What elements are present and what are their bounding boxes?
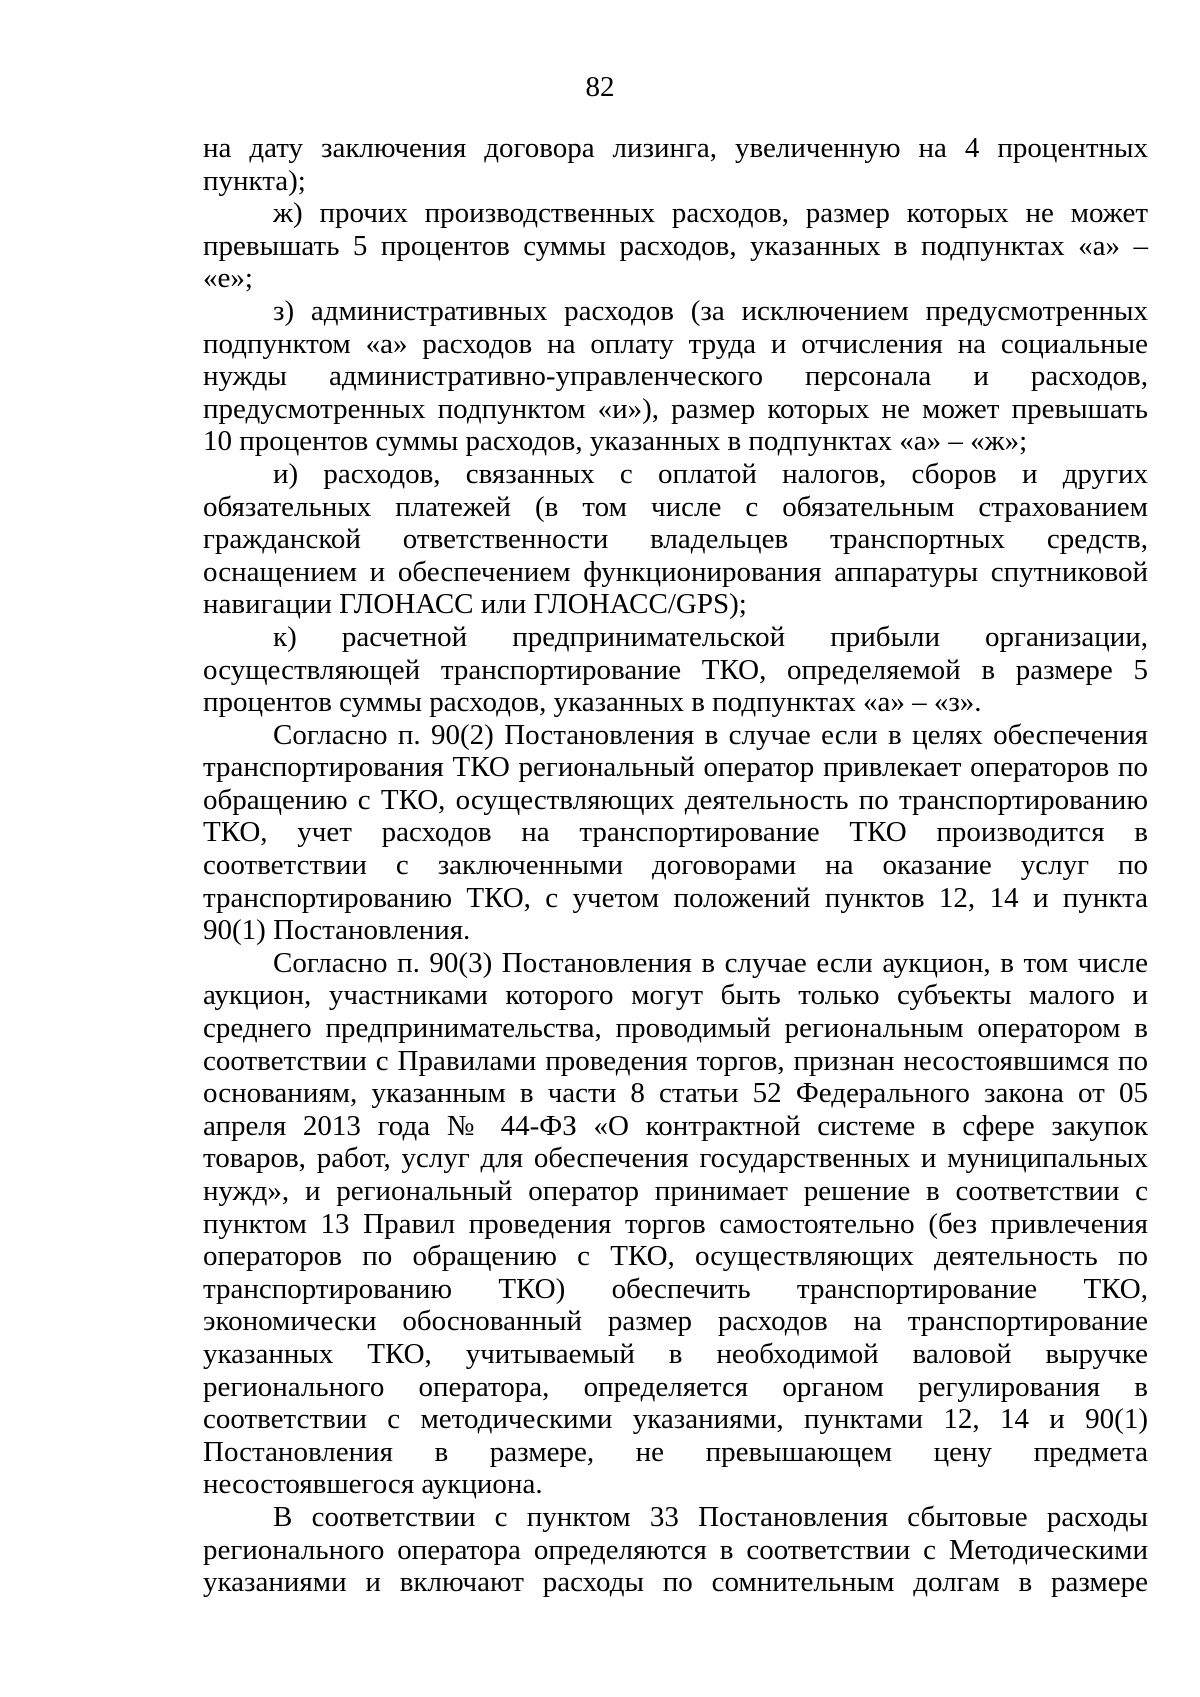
paragraph-clause-90-3: Согласно п. 90(3) Постановления в случае если аукцион, в том числе аукцион, участниками которого могут быть только субъекты малого и среднего предпринимательства, проводимый региональным оператором в соответствии с Правилами проведения торгов, признан несостоявшимся по основаниям, указанным в части 8 статьи 52 Федерального закона от 05 апреля 2013 года № 44-ФЗ «О контрактной системе в сфере закупок товаров, работ, услуг для обеспечения государственных и муниципальных нужд», и региональный оператор принимает решение в соответствии с пунктом 13 Правил проведения торгов самостоятельно (без привлечения операторов по обращению с ТКО, осуществляющих деятельность по транспортированию ТКО) обеспечить транспортирование ТКО, экономически обоснованный размер расходов на транспортирование указанных ТКО, учитываемый в необходимой валовой выручке регионального оператора, определяется органом регулирования в соответствии с методическими указаниями, пунктами 12, 14 и 90(1) Постановления в размере, не превышающем цену предмета несостоявшегося аукциона. [203,946,1148,1501]
paragraph-clause-33: В соответствии с пунктом 33 Постановления сбытовые расходы регионального оператора определяются в соответствии с Методическими указаниями и включают расходы по сомнительным долгам в размере [203,1500,1148,1599]
paragraph-continuation: на дату заключения договора лизинга, увеличенную на 4 процентных пункта); [203,132,1148,197]
document-body [203,132,1148,1599]
paragraph-item-i: и) расходов, связанных с оплатой налогов, сборов и других обязательных платежей (в том числе с обязательным страхованием гражданской ответственности владельцев транспортных средств, оснащением и обеспечением функционирования аппаратуры спутниковой навигации ГЛОНАСС или ГЛОНАСС/GPS); [203,457,1148,621]
page-number: 82 [585,71,615,103]
paragraph-item-z: з) административных расходов (за исключением предусмотренных подпунктом «а» расходов на оплату труда и отчисления на социальные нужды административно-управленческого персонала и расходов, предусмотренных подпунктом «и»), размер которых не может превышать 10 процентов суммы расходов, указанных в подпунктах «а» – «ж»; [203,294,1148,458]
paragraph-clause-90-2: Согласно п. 90(2) Постановления в случае если в целях обеспечения транспортирования ТКО региональный оператор привлекает операторов по обращению с ТКО, осуществляющих деятельность по транспортированию ТКО, учет расходов на транспортирование ТКО производится в соответствии с заключенными договорами на оказание услуг по транспортированию ТКО, с учетом положений пунктов 12, 14 и пункта 90(1) Постановления. [203,718,1148,947]
paragraph-item-k: к) расчетной предпринимательской прибыли организации, осуществляющей транспортирование ТКО, определяемой в размере 5 процентов суммы расходов, указанных в подпунктах «а» – «з». [203,620,1148,719]
paragraph-item-zh: ж) прочих производственных расходов, размер которых не может превышать 5 процентов суммы расходов, указанных в подпунктах «а» – «е»; [203,197,1148,295]
